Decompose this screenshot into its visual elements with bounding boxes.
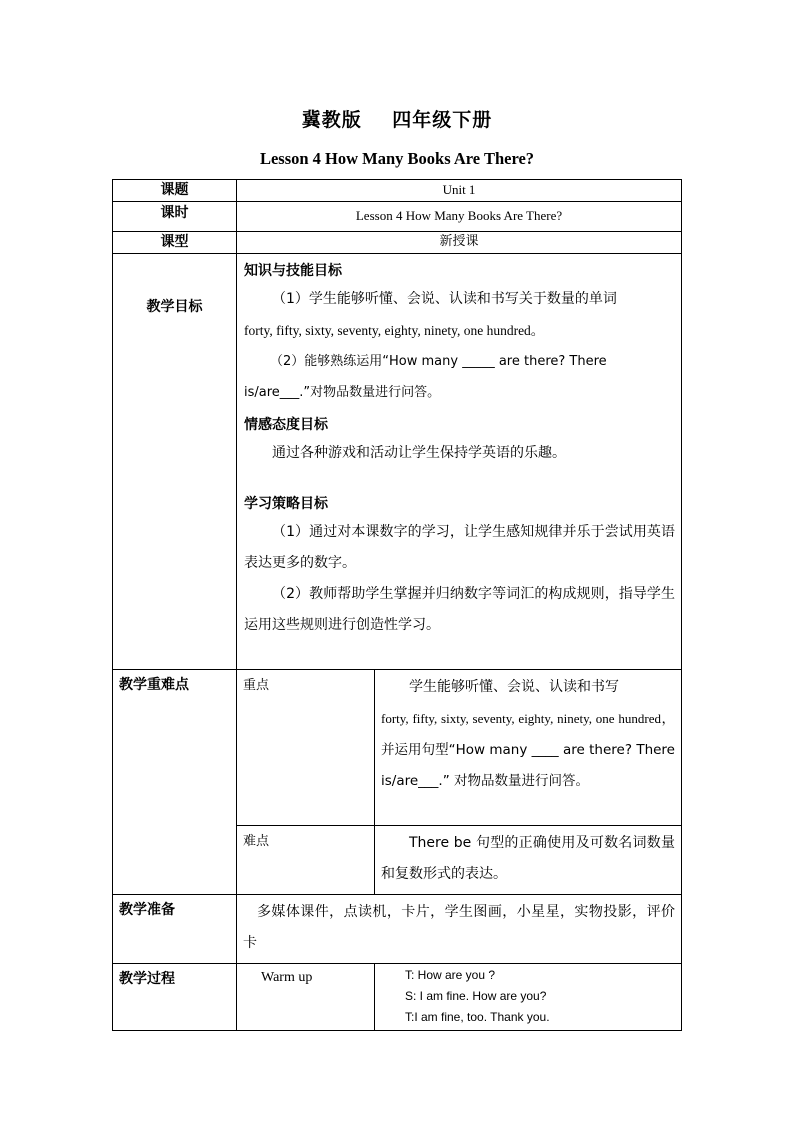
topic-label: 课题 bbox=[113, 180, 237, 202]
prep-label: 教学准备 bbox=[113, 895, 237, 964]
dialog-line: T:I am fine, too. Thank you. bbox=[405, 1010, 550, 1024]
process-dialog bbox=[375, 964, 682, 1031]
key-point-text bbox=[375, 670, 682, 826]
process-step: Warm up bbox=[237, 964, 375, 1031]
knowledge-heading: 知识与技能目标 bbox=[244, 263, 342, 279]
emotion-heading: 情感态度目标 bbox=[244, 417, 328, 433]
document-title: 冀教版 四年级下册 bbox=[301, 109, 493, 131]
type-label: 课型 bbox=[113, 232, 237, 254]
strategy-heading: 学习策略目标 bbox=[244, 496, 328, 512]
emotion-item-1: 通过各种游戏和活动让学生保持学英语的乐趣。 bbox=[272, 445, 566, 461]
knowledge-item-2-cont: is/are___.”对物品数量进行问答。 bbox=[244, 385, 441, 400]
key-point-text-a: 学生能够听懂、会说、认读和书写 bbox=[409, 679, 619, 695]
knowledge-item-1-words: forty, fifty, sixty, seventy, eighty, ninety, one hundred。 bbox=[244, 323, 545, 338]
lesson-plan-table bbox=[112, 179, 682, 1031]
period-value: Lesson 4 How Many Books Are There? bbox=[237, 202, 682, 232]
difficult-point-label: 难点 bbox=[237, 826, 375, 895]
knowledge-item-1: （1）学生能够听懂、会说、认读和书写关于数量的单词 bbox=[272, 291, 617, 307]
key-point-label: 重点 bbox=[237, 670, 375, 826]
key-point-row bbox=[113, 670, 682, 826]
prep-row bbox=[113, 895, 682, 964]
prep-text: 多媒体课件，点读机，卡片，学生图画，小星星，实物投影，评价卡 bbox=[237, 895, 682, 964]
key-point-text-c: ，并运用句型“How many ____ are there? There is/are___.” 对物品数量进行问答。 bbox=[381, 711, 676, 789]
knowledge-item-2: （2）能够熟练运用“How many _____ are there? There bbox=[270, 354, 607, 369]
lesson-title: Lesson 4 How Many Books Are There? bbox=[259, 149, 535, 168]
strategy-item-1: （1）通过对本课数字的学习，让学生感知规律并乐于尝试用英语表达更多的数字。 bbox=[244, 524, 675, 571]
key-point-text-b: forty, fifty, sixty, seventy, eighty, ninety, one hundred bbox=[381, 711, 661, 726]
topic-row bbox=[113, 180, 682, 202]
key-points-label: 教学重难点 bbox=[113, 670, 237, 895]
goals-label: 教学目标 bbox=[113, 254, 237, 670]
process-row bbox=[113, 964, 682, 1031]
topic-value: Unit 1 bbox=[237, 180, 682, 202]
process-label: 教学过程 bbox=[113, 964, 237, 1031]
period-label: 课时 bbox=[113, 202, 237, 232]
dialog-line: T: How are you ? bbox=[405, 968, 496, 982]
type-value: 新授课 bbox=[237, 232, 682, 254]
difficult-point-text: There be 句型的正确使用及可数名词数量和复数形式的表达。 bbox=[375, 826, 682, 895]
strategy-item-2: （2）教师帮助学生掌握并归纳数字等词汇的构成规则，指导学生运用这些规则进行创造性学习。 bbox=[244, 586, 675, 633]
goals-row bbox=[113, 254, 682, 670]
goals-content bbox=[237, 254, 682, 670]
dialog-line: S: I am fine. How are you? bbox=[405, 989, 547, 1003]
period-row bbox=[113, 202, 682, 232]
type-row bbox=[113, 232, 682, 254]
